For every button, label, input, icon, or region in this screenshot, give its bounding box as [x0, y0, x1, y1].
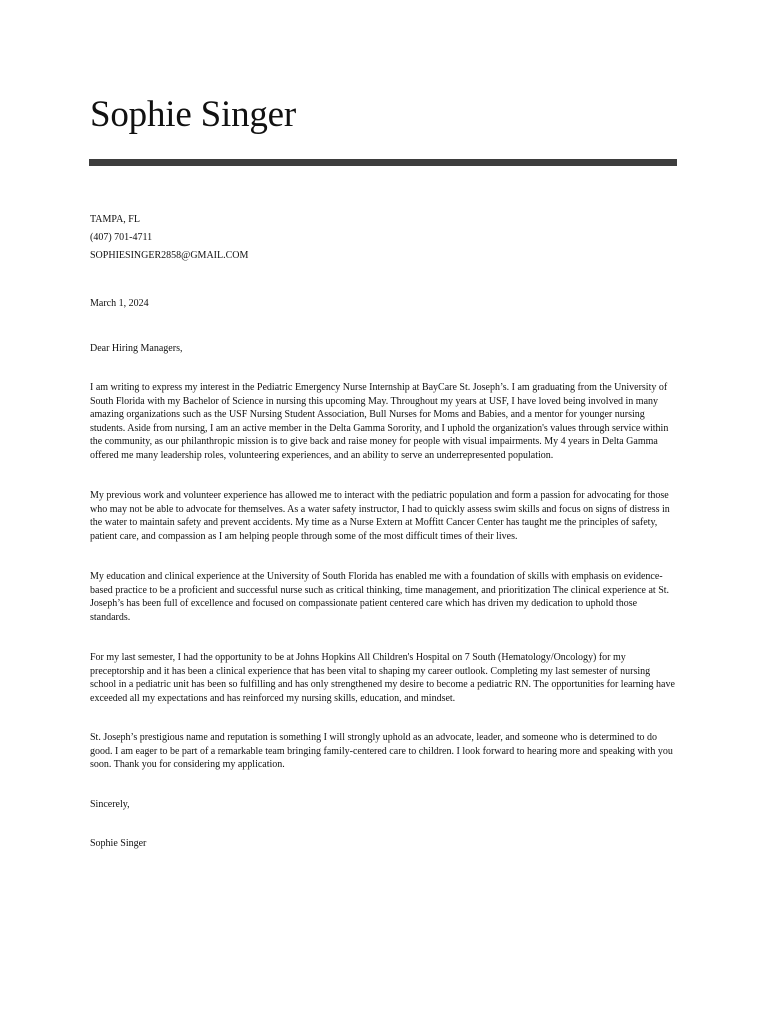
signature: Sophie Singer — [90, 838, 147, 849]
contact-location: TAMPA, FL — [90, 214, 140, 225]
body-paragraph-3: My education and clinical experience at the University of South Florida has enabled me with a foundation of skills with emphasis on evidence-based practice to be a proficient and successful nurse such as critical thinking, time management, and prioritization The clinical experience at St. Joseph’s has been full of excellence and focused on compassionate patient centered care which has driven my dedication to uphold those standards. — [90, 571, 670, 623]
body-paragraph-4: For my last semester, I had the opportunity to be at Johns Hopkins All Children's Hospital on 7 South (Hematology/Oncology) for my preceptorship and it has been a clinical experience that has been vital to shaping my career outlook. Completing my last semester of nursing school in a pediatric unit has been so fulfilling and has only strengthened my desire to become a pediatric RN. The opportunities for learning have exceeded all my expectations and has reinforced my nursing skills, education, and mindset. — [90, 652, 675, 704]
body-paragraph-1: I am writing to express my interest in the Pediatric Emergency Nurse Internship at BayCare St. Joseph’s. I am graduating from the University of South Florida with my Bachelor of Science in nursing this upcoming May. Throughout my years at USF, I have loved being involved in many amazing organizations such as the USF Nursing Student Association, Bull Nurses for Moms and Babies, and a mentor for younger nursing students. Aside from nursing, I am an active member in the Delta Gamma Sorority, and I uphold the organization's values through service within the community, as our philanthropic mission is to give back and raise money for people with visual impairments. My 4 years in Delta Gamma offered me many leadership roles, volunteering experiences, and an ability to serve an underrepresented population. — [90, 382, 669, 461]
header-divider — [89, 159, 677, 166]
closing: Sincerely, — [90, 799, 130, 810]
body-paragraph-2: My previous work and volunteer experience has allowed me to interact with the pediatric population and form a passion for advocating for those who may not be able to advocate for themselves. As a water safety instructor, I had to quickly assess swim skills and focus on signs of distress in the water to maintain safety and prevent accidents. My time as a Nurse Extern at Moffitt Cancer Center has taught me the principles of safety, patient care, and compassion as I am helping people through some of the most difficult times of their lives. — [90, 490, 670, 542]
contact-phone: (407) 701-4711 — [90, 232, 153, 243]
salutation: Dear Hiring Managers, — [90, 343, 183, 354]
letter-date: March 1, 2024 — [90, 298, 149, 309]
applicant-name: Sophie Singer — [90, 94, 297, 135]
contact-block — [90, 211, 248, 265]
contact-email: SOPHIESINGER2858@GMAIL.COM — [90, 250, 249, 261]
body-paragraph-5: St. Joseph’s prestigious name and reputation is something I will strongly uphold as an advocate, leader, and someone who is determined to do good. I am eager to be part of a remarkable team bringing family-centered care to children. I look forward to hearing more and speaking with you soon. Thank you for considering my application. — [90, 732, 673, 771]
